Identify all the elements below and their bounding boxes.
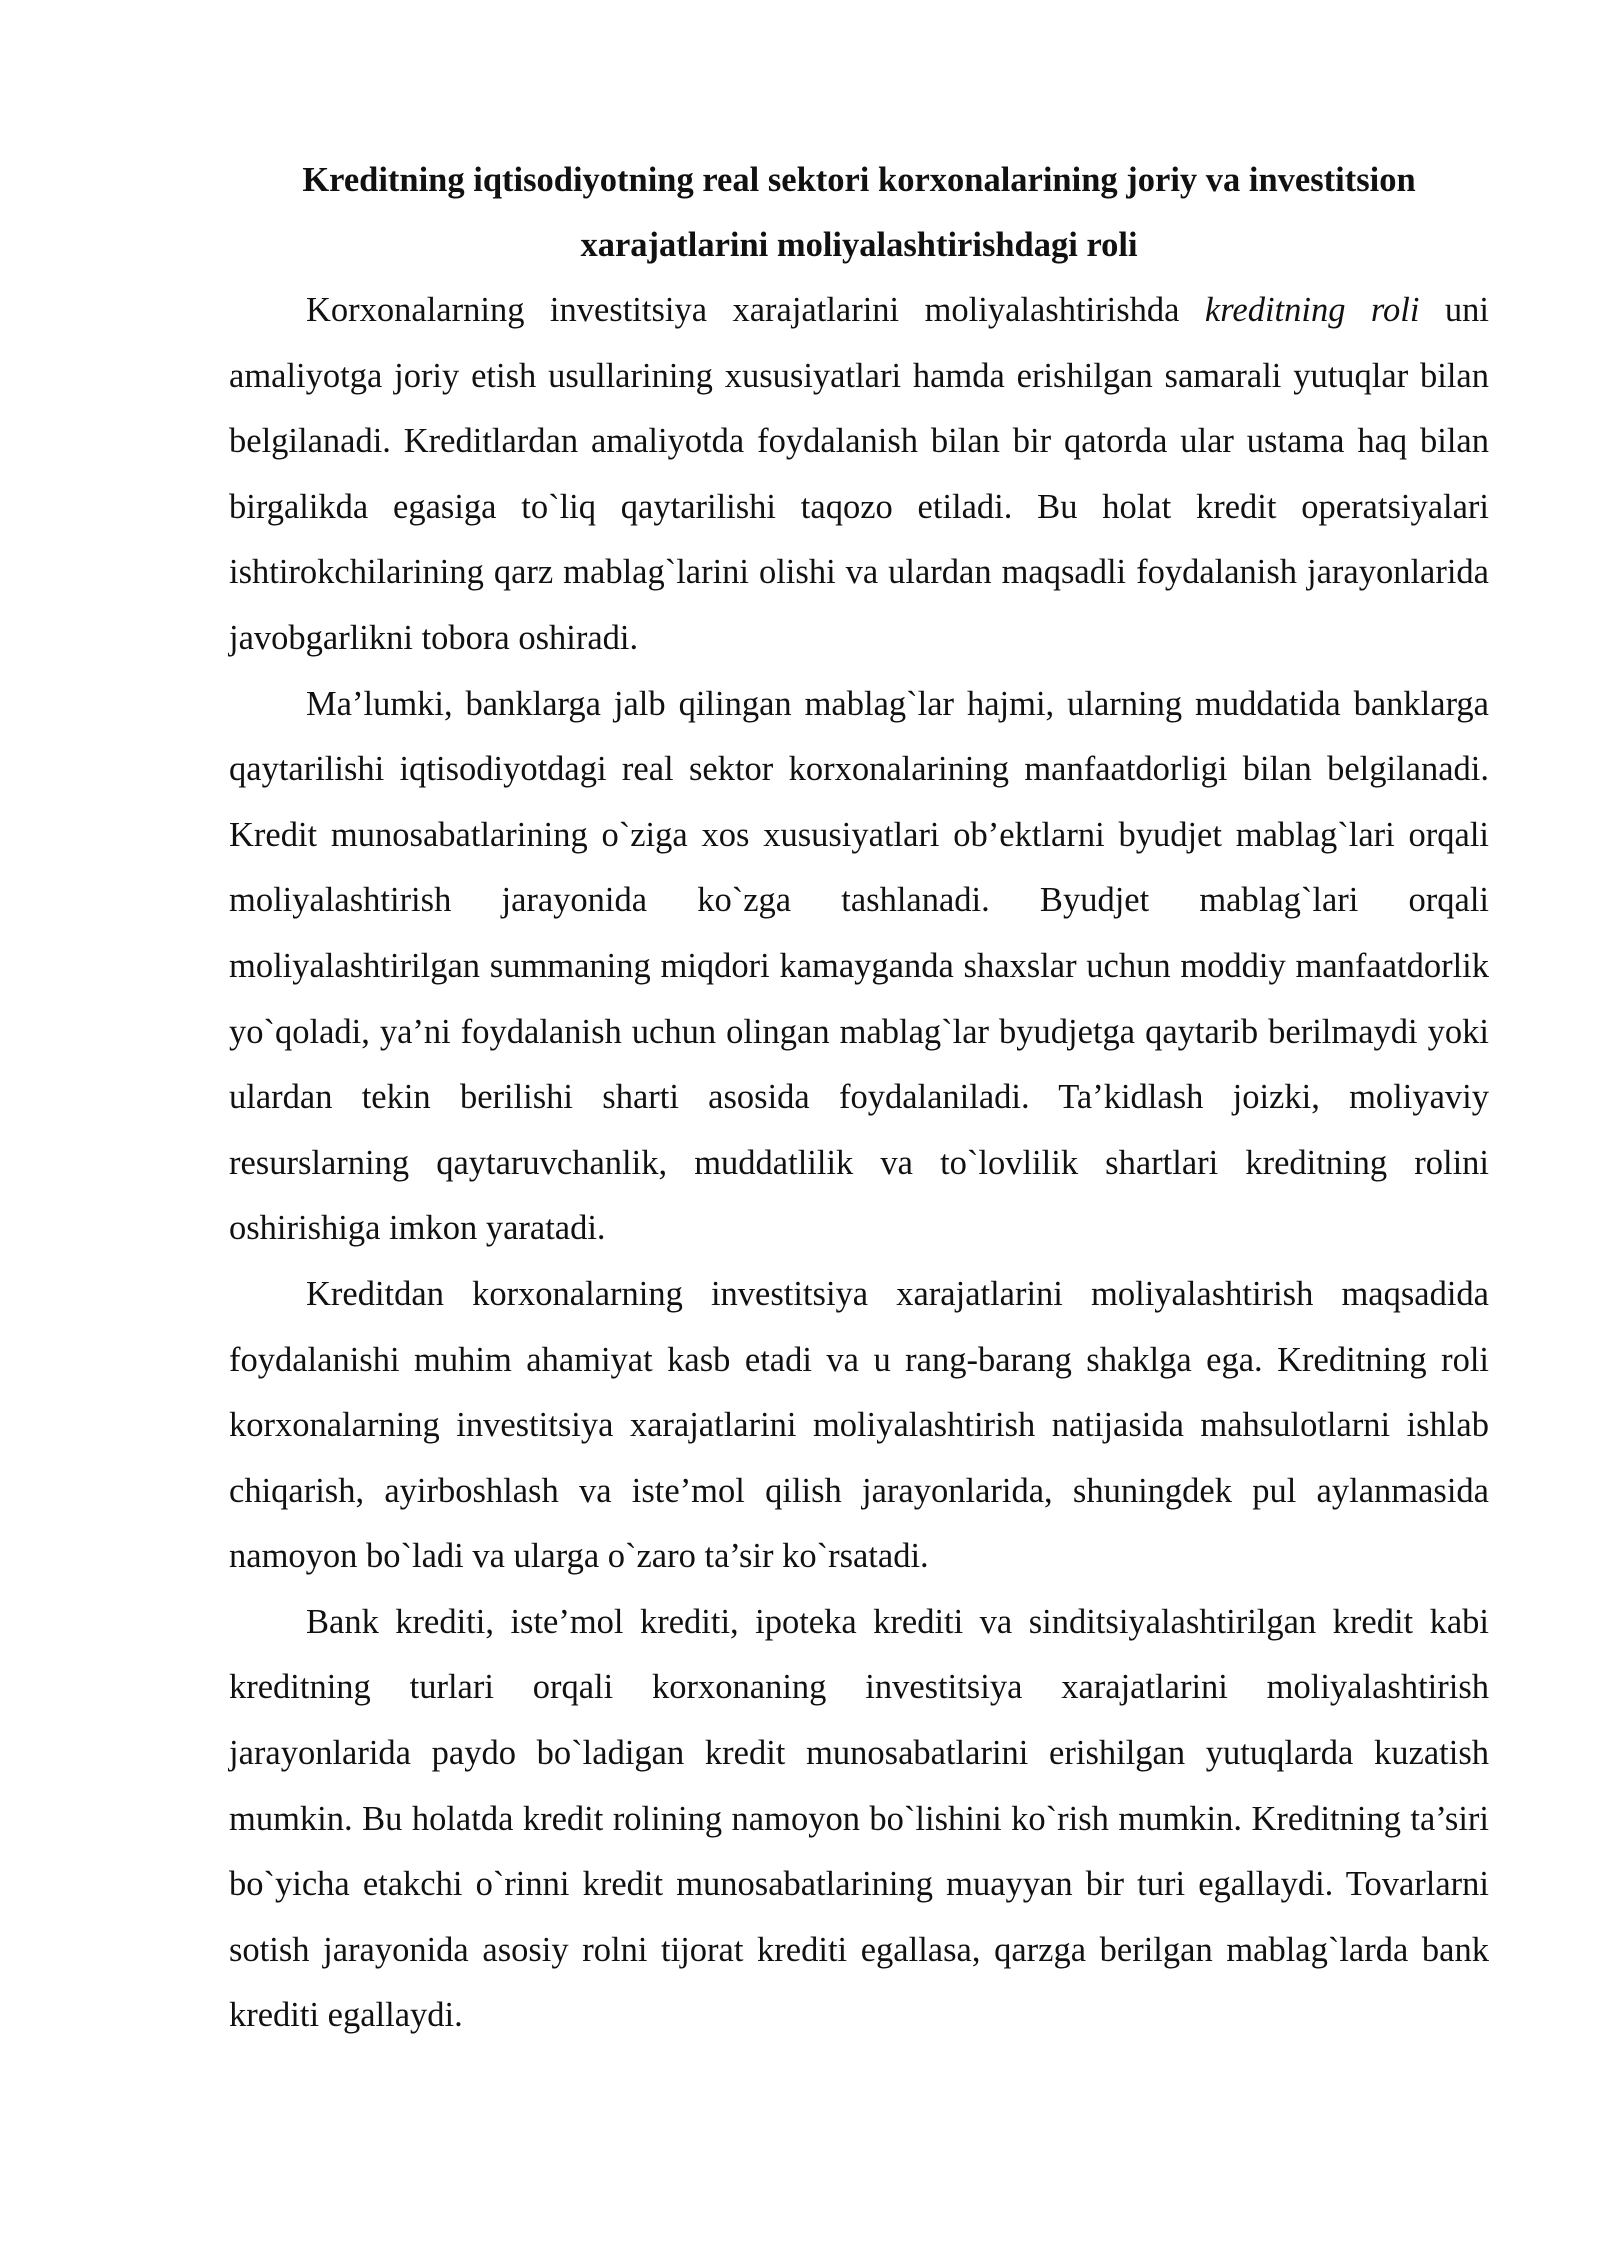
paragraph-1-italic-term: kreditning roli — [1204, 291, 1420, 329]
paragraph-4: Bank krediti, iste’mol krediti, ipoteka krediti va sinditsiyalashtirilgan kredit kabi kreditning turlari orqali korxonaning investitsiya xarajatlarini moliyalashtirish jarayonlarida paydo bo`ladigan kredit munosabatlarini erishilgan yutuqlarda kuzatish mumkin. Bu holatda kredit rolining namoyon bo`lishini ko`rish mumkin. Kreditning ta’siri bo`yicha etakchi o`rinni kredit munosabatlarining muayyan bir turi egallaydi. Tovarlarni sotish jarayonida asosiy rolni tijorat krediti egallasa, qarzga berilgan mablag`larda bank krediti egallaydi. — [229, 1602, 1489, 2035]
paragraph-1 — [229, 278, 1489, 672]
paragraph-1-text-end: uni amaliyotga joriy etish usullarining xususiyatlari hamda erishilgan samarali yutuqlar bilan belgilanadi. Kreditlardan amaliyotda foydalanish bilan bir qatorda ular ustama haq bilan birgalikda egasiga to`liq qaytarilishi taqozo etiladi. Bu holat kredit operatsiyalari ishtirokchilarining qarz mablag`larini olishi va ulardan maqsadli foydalanish jarayonlarida javobgarlikni tobora oshiradi. — [229, 291, 1490, 657]
document-page — [229, 148, 1489, 2049]
paragraph-2: Ma’lumki, banklarga jalb qilingan mablag`lar hajmi, ularning muddatida banklarga qaytarilishi iqtisodiyotdagi real sektor korxonalarining manfaatdorligi bilan belgilanadi. Kredit munosabatlarining o`ziga xos xususiyatlari ob’ektlarni byudjet mablag`lari orqali moliyalashtirish jarayonida ko`zga tashlanadi. Byudjet mablag`lari orqali moliyalashtirilgan summaning miqdori kamayganda shaxslar uchun moddiy manfaatdorlik yo`qoladi, ya’ni foydalanish uchun olingan mablag`lar byudjetga qaytarib berilmaydi yoki ulardan tekin berilishi sharti asosida foydalaniladi. Ta’kidlash joizki, moliyaviy resurslarning qaytaruvchanlik, muddatlilik va to`lovlilik shartlari kreditning rolini oshirishiga imkon yaratadi. — [229, 684, 1489, 1248]
document-title: Kreditning iqtisodiyotning real sektori korxonalarining joriy va investitsion xarajatlarini moliyalashtirishdagi roli — [302, 161, 1416, 264]
paragraph-3: Kreditdan korxonalarning investitsiya xarajatlarini moliyalashtirish maqsadida foydalanishi muhim ahamiyat kasb etadi va u rang-barang shaklga ega. Kreditning roli korxonalarning investitsiya xarajatlarini moliyalashtirish natijasida mahsulotlarni ishlab chiqarish, ayirboshlash va iste’mol qilish jarayonlarida, shuningdek pul aylanmasida namoyon bo`ladi va ularga o`zaro ta’sir ko`rsatadi. — [229, 1274, 1489, 1576]
paragraph-1-text-start: Korxonalarning investitsiya xarajatlarini moliyalashtirishda — [306, 291, 1205, 329]
